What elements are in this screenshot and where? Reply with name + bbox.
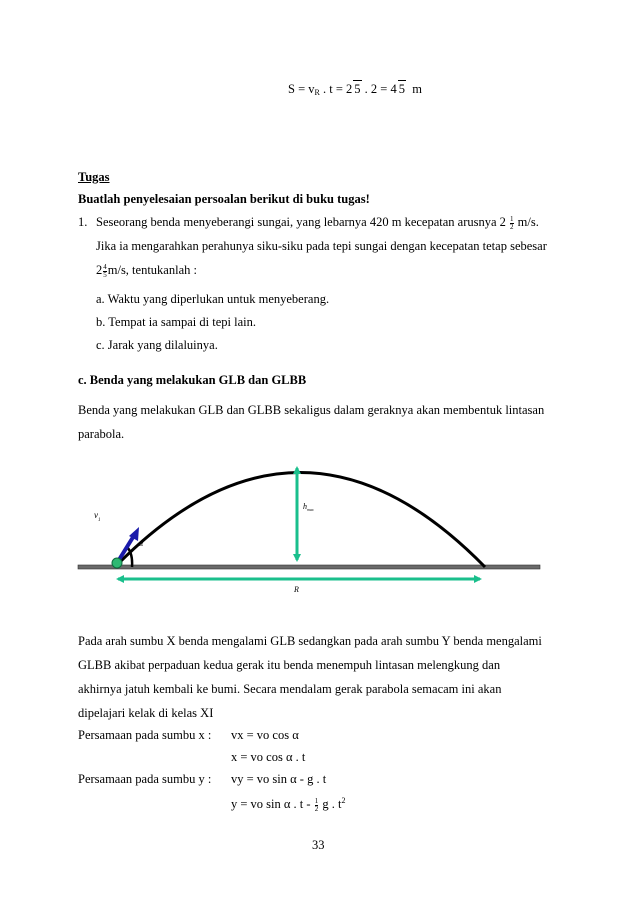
hmax-label: $h_{max}$ <box>303 502 314 512</box>
fraction <box>510 216 514 231</box>
formula-part: . 2 = 4 <box>361 82 397 96</box>
section-heading: c. Benda yang melakukan GLB dan GLBB <box>78 373 307 387</box>
paragraph-line: Pada arah sumbu X benda mengalami GLB sedangkan pada arah sumbu Y benda mengalami <box>78 634 542 648</box>
fraction-num: 1 <box>314 796 319 805</box>
y-equation-1: vy = vo sin α - g . t <box>231 772 327 786</box>
formula-part: S = v <box>288 82 315 96</box>
x-equation-1: vx = vo cos α <box>231 728 299 742</box>
projectile-ball <box>112 558 122 568</box>
sqrt-term <box>353 80 361 97</box>
tugas-title: Tugas <box>78 170 110 184</box>
alpha-label: α <box>139 539 144 548</box>
ground-line <box>78 565 540 569</box>
option-a: a. Waktu yang diperlukan untuk menyeberang. <box>96 292 330 306</box>
option-b: b. Tempat ia sampai di tepi lain. <box>96 315 256 329</box>
formula-part: . t = 2 <box>319 82 353 96</box>
fraction-den: 2 <box>314 804 319 813</box>
question-line: Jika ia mengarahkan perahunya siku-siku pada tepi sungai dengan kecepatan tetap sebesar <box>96 239 547 253</box>
tugas-instruction: Buatlah penyelesaian persoalan berikut di buku tugas! <box>78 192 370 206</box>
question-number: 1. <box>78 215 88 229</box>
equation-text: y = vo sin α . t - <box>231 797 311 812</box>
exponent: 2 <box>341 796 346 805</box>
fraction-den: 5 <box>103 270 107 279</box>
x-equation-2: x = vo cos α . t <box>231 750 306 764</box>
question-text: 2 <box>96 263 103 277</box>
range-label: R <box>294 585 299 594</box>
fraction <box>315 798 319 813</box>
fraction <box>103 264 107 279</box>
option-c: c. Jarak yang dilaluinya. <box>96 338 218 352</box>
trajectory-curve <box>115 473 485 568</box>
equation-text: g . t <box>322 797 342 812</box>
fraction-num: 4 <box>103 262 107 271</box>
y-equation-label: Persamaan pada sumbu y : <box>78 772 212 786</box>
sqrt-value: 5 <box>398 82 405 96</box>
sqrt-term <box>398 80 406 97</box>
paragraph-line: dipelajari kelak di kelas XI <box>78 706 214 720</box>
top-formula <box>288 80 422 101</box>
fraction-num: 1 <box>510 214 514 223</box>
formula-sub: R <box>314 88 320 97</box>
question-text: Seseorang benda menyeberangi sungai, yang lebarnya 420 m kecepatan arusnya 2 <box>96 215 506 229</box>
formula-unit: m <box>412 82 422 96</box>
projectile-diagram <box>0 440 638 600</box>
sqrt-value: 5 <box>354 82 361 96</box>
paragraph-line: akhirnya jatuh kembali ke bumi. Secara mendalam gerak parabola semacam ini akan <box>78 682 502 696</box>
question-text: m/s, tentukanlah : <box>107 263 197 277</box>
question-text: m/s. <box>517 215 539 229</box>
paragraph-line: parabola. <box>78 427 125 441</box>
question-line <box>96 214 539 231</box>
paragraph-line: Benda yang melakukan GLB dan GLBB sekaligus dalam geraknya akan membentuk lintasan <box>78 403 545 417</box>
y-equation-2 <box>231 793 345 813</box>
velocity-label: $v_1$ <box>94 510 101 523</box>
question-line <box>96 262 197 279</box>
paragraph-line: GLBB akibat perpaduan kedua gerak itu benda menempuh lintasan melengkung dan <box>78 658 501 672</box>
x-equation-label: Persamaan pada sumbu x : <box>78 728 212 742</box>
fraction-den: 2 <box>510 222 514 231</box>
page-number: 33 <box>312 838 325 852</box>
